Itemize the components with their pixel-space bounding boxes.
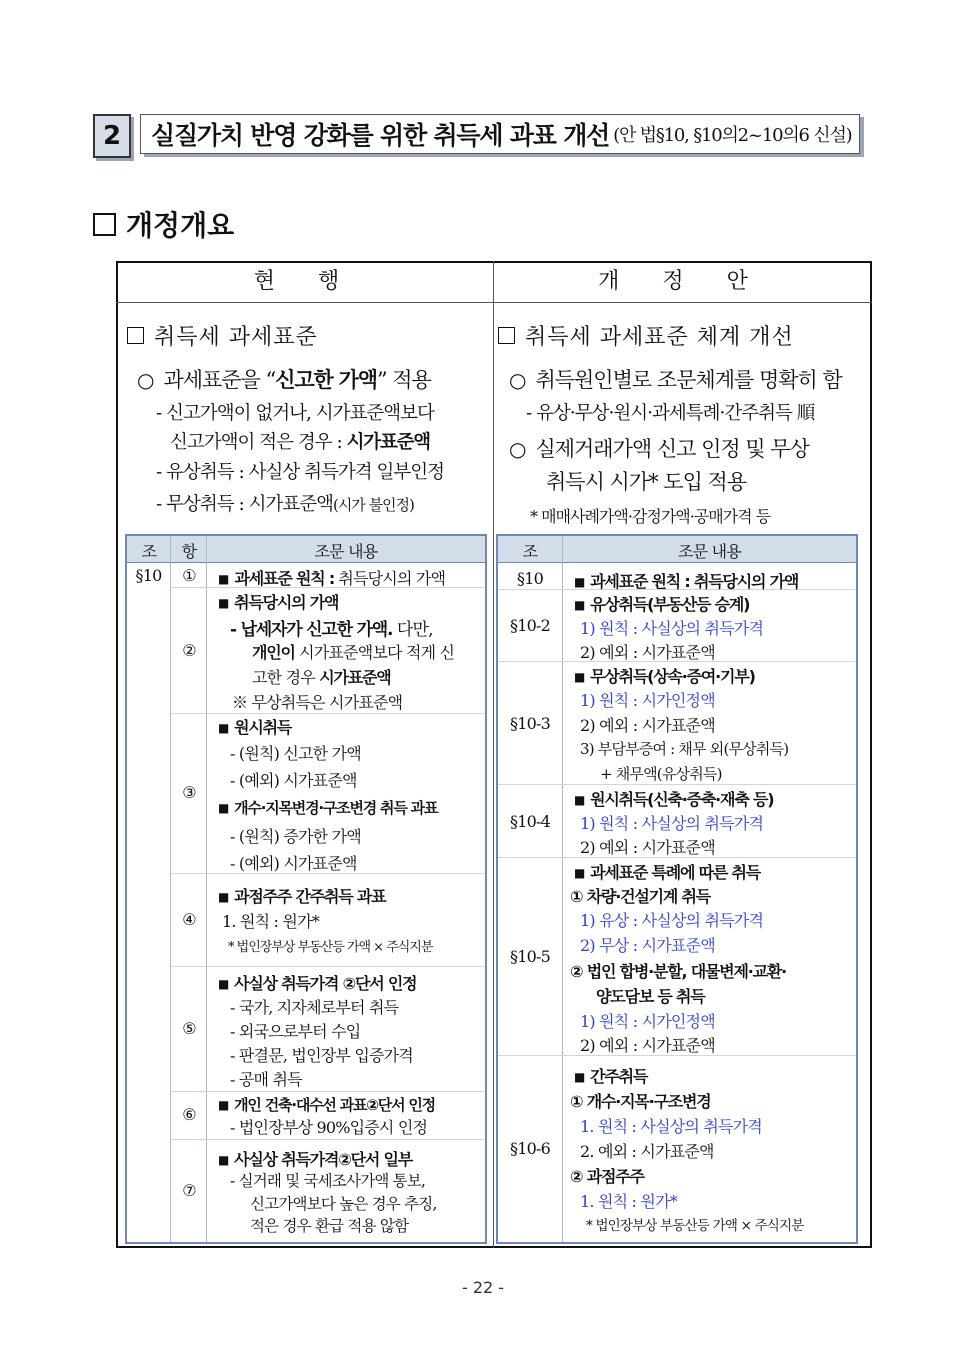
proposed-line-2: - 유상·무상·원시·과세특례·간주취득 順 [526,403,815,424]
row-separator [171,1091,485,1092]
r6-subtitle-1: ① 개수·지목·구조변경 [570,1092,711,1111]
p3-line-4: - (예외) 시가표준액 [230,854,357,873]
p5-line-4: - 공매 취득 [230,1070,302,1089]
column-header-proposed: 개 정 안 [598,269,766,294]
r5-line-4: 2) 예외 : 시가표준액 [580,1036,715,1055]
p2-line-2: 개인이 시가표준액보다 적게 신 [252,643,455,662]
p3-line-1: - (원칙) 신고한 가액 [230,744,361,763]
proposed-bullet-2: ○ 실제거래가액 신고 인정 및 무상 [509,437,809,461]
header-content: 조문 내용 [678,542,741,561]
r5-line-1: 1) 유상 : 사실상의 취득가격 [580,911,764,930]
proposed-note: * 매매사례가액·감정가액·공매가격 등 [530,507,771,526]
paragraph-number: ③ [182,783,196,802]
article-number: §10-3 [510,714,550,733]
p4-line-2: * 법인장부상 부동산등 가액 × 주식지분 [228,940,433,955]
r3-line-4: + 채무액(유상취득) [600,765,722,783]
r6-title: ■ 간주취득 [574,1067,648,1086]
row-separator [171,713,485,714]
p3-title-1: ■ 원시취득 [218,718,292,737]
p5-line-3: - 판결문, 법인장부 입증가격 [230,1046,413,1065]
paragraph-number: ② [182,641,196,660]
r4-title: ■ 원시취득(신축·증축·재축 등) [574,790,774,809]
r1-content: ■ 과세표준 원칙 : 취득당시의 가액 [574,572,799,591]
r2-line-1: 1) 원칙 : 사실상의 취득가격 [580,619,764,638]
proposed-bullet-2-cont: 취득시 시가* 도입 적용 [546,470,747,494]
overview-heading-text: 개정개요 [126,209,235,242]
r6-line-1: 1. 원칙 : 사실상의 취득가격 [580,1117,762,1136]
r4-line-1: 1) 원칙 : 사실상의 취득가격 [580,814,764,833]
current-line-3: 신고가액이 적은 경우 : 시가표준액 [170,432,430,453]
section-title: 실질가치 반영 강화를 위한 취득세 과표 개선 [151,121,610,150]
paragraph-number: ⑥ [182,1105,196,1124]
row-separator [171,1139,485,1140]
r6-subtitle-2: ② 과점주주 [570,1167,644,1186]
current-line-4: - 유상취득 : 사실상 취득가격 일부인정 [156,462,444,483]
p4-title: ■ 과점주주 간주취득 과표 [218,887,386,906]
paragraph-number: ⑦ [182,1181,196,1200]
current-line-2: - 신고가액이 없거나, 시가표준액보다 [156,403,434,424]
r2-line-2: 2) 예외 : 시가표준액 [580,643,715,662]
p3-title-2: ■ 개수·지목변경·구조변경 취득 과표 [218,799,438,817]
article-number: §10 [517,569,543,588]
row-separator [171,966,485,967]
r3-line-2: 2) 예외 : 시가표준액 [580,716,715,735]
r5-subtitle-2-cont: 양도담보 등 취득 [596,987,705,1006]
r6-line-3: 1. 원칙 : 원가* [580,1192,677,1211]
p5-line-2: - 외국으로부터 수입 [230,1022,361,1041]
page-number: - 22 - [461,1278,505,1297]
r3-title: ■ 무상취득(상속·증여·기부) [574,667,755,686]
p5-title: ■ 사실상 취득가격 ②단서 인정 [218,974,417,993]
p3-line-2: - (예외) 시가표준액 [230,771,357,790]
circle-bullet-icon: ○ [137,368,154,392]
header-content: 조문 내용 [314,542,378,561]
r5-line-2: 2) 무상 : 시가표준액 [580,936,715,955]
paragraph-number: ④ [182,910,196,929]
r5-title: ■ 과세표준 특례에 따른 취득 [574,863,761,882]
r3-line-3: 3) 부담부증여 : 채무 외(무상취득) [580,740,789,758]
p7-line-1: - 실거래 및 국세조사가액 통보, [230,1172,426,1190]
r3-line-1: 1) 원칙 : 시가인정액 [580,691,715,710]
article-number: §10-4 [510,812,550,831]
r2-title: ■ 유상취득(부동산등 승계) [574,595,750,614]
r4-line-2: 2) 예외 : 시가표준액 [580,838,715,857]
p1-content: ■ 과세표준 원칙 : 취득당시의 가액 [218,569,446,588]
column-header-current: 현 행 [253,269,358,294]
section-subtitle: (안 법§10, §10의2~10의6 신설) [613,125,852,146]
checkbox-square-icon [93,213,116,236]
paragraph-number: ⑤ [182,1019,196,1038]
article-number: §10-5 [510,947,550,966]
square-bullet-icon [127,327,144,344]
article-number: §10-2 [510,616,550,635]
current-bullet-1: ○ 과세표준을 “신고한 가액” 적용 [137,368,431,392]
p6-title: ■ 개인 건축·대수선 과표②단서 인정 [218,1096,435,1114]
current-line-5: - 무상취득 : 시가표준액(시가 불인정) [156,494,414,515]
p3-line-3: - (원칙) 증가한 가액 [230,827,361,846]
header-divider [116,302,872,303]
r6-line-4: * 법인장부상 부동산등 가액 × 주식지분 [586,1218,804,1234]
p6-line-1: - 법인장부상 90%입증시 인정 [230,1118,428,1137]
p7-line-3: 적은 경우 환급 적용 않함 [250,1217,409,1235]
circle-bullet-icon: ○ [509,368,526,392]
p2-line-1: - 납세자가 신고한 가액. 다만, [230,620,433,640]
grid-line [562,536,563,1242]
r5-line-3: 1) 원칙 : 시가인정액 [580,1012,715,1031]
p5-line-1: - 국가, 지자체로부터 취득 [230,998,399,1017]
p7-title: ■ 사실상 취득가격②단서 일부 [218,1150,413,1169]
row-separator [498,784,856,785]
section-title-box [140,114,860,154]
p2-title: ■ 취득당시의 가액 [218,593,339,612]
paragraph-number: ① [182,566,196,585]
header-paragraph: 항 [181,542,197,561]
p7-line-2: 신고가액보다 높은 경우 추징, [250,1195,437,1213]
square-bullet-icon [498,327,515,344]
circle-bullet-icon: ○ [509,437,526,461]
proposed-bullet-1: ○ 취득원인별로 조문체계를 명확히 함 [509,368,842,392]
header-article: 조 [141,542,157,561]
section-number: 2 [93,114,131,158]
article-number: §10-6 [510,1139,550,1158]
p2-line-3: 고한 경우 시가표준액 [252,668,391,687]
column-divider [493,261,494,1248]
header-article: 조 [522,542,538,561]
current-heading: 취득세 과세표준 [127,320,318,351]
proposed-heading: 취득세 과세표준 체계 개선 [498,320,794,351]
overview-heading [93,204,234,244]
r6-line-2: 2. 예외 : 시가표준액 [580,1142,714,1161]
p2-line-4: ※ 무상취득은 시가표준액 [232,693,403,712]
r5-subtitle-2: ② 법인 합병·분할, 대물변제·교환· [570,962,787,981]
r5-subtitle-1: ① 차량·건설기계 취득 [570,887,711,906]
p4-line-1: 1. 원칙 : 원가* [222,912,319,931]
article-number: §10 [135,566,162,585]
